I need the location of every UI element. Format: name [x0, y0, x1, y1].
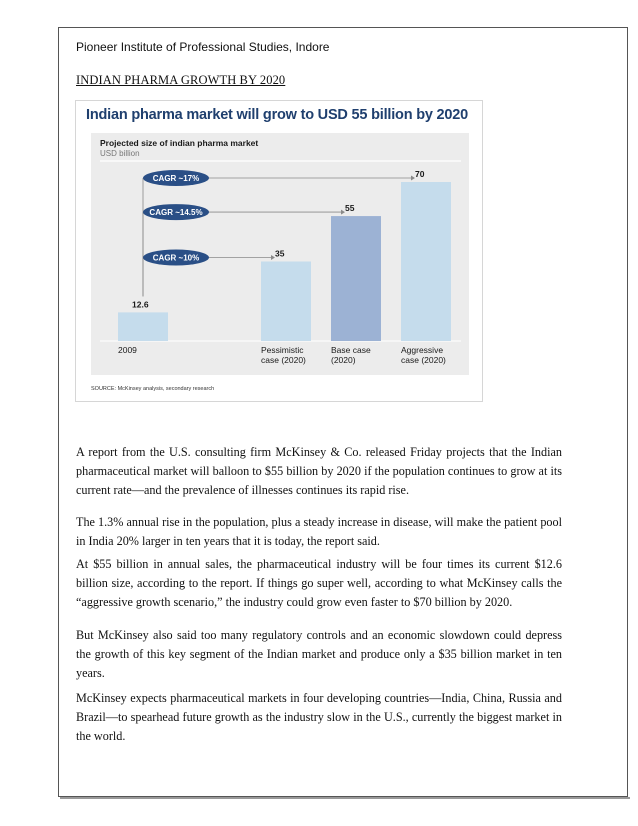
paragraph-1: A report from the U.S. consulting firm McKinsey & Co. released Friday projects that the Indian pharmaceutical market will balloon to $55 billion by 2020 if the population continues to grow at its current rate—and the prevalence of illnesses continues its rapid rise. — [76, 445, 562, 497]
cagr-label-2: CAGR ~10% — [152, 253, 200, 263]
chart-unit-label: USD billion — [100, 149, 140, 158]
chart-source: SOURCE: McKinsey analysis, secondary research — [91, 386, 215, 392]
bar-chart — [91, 133, 469, 375]
bar-value-label-2: 55 — [345, 203, 355, 214]
category-label-3-0: Aggressive — [401, 345, 444, 355]
category-label-1-0: Pessimistic — [261, 345, 304, 355]
paragraph-5: McKinsey expects pharmaceutical markets in four developing countries—India, China, Russia and Brazil—to spearhead future growth as the industry slow in the U.S., currently the biggest market in the world. — [76, 691, 562, 743]
chart-subtitle: Projected size of indian pharma market — [100, 138, 259, 148]
chart-title: Indian pharma market will grow to USD 55 billion by 2020 — [86, 107, 469, 123]
page-header: Pioneer Institute of Professional Studies, Indore — [76, 40, 330, 54]
category-label-2-0: Base case — [331, 345, 371, 355]
bar-0 — [118, 312, 168, 341]
paragraph-3: At $55 billion in annual sales, the pharmaceutical industry will be four times its current $12.6 billion size, according to the report. If things go super well, according to what McKinsey calls the “aggressive growth scenario,” the industry could grow even faster to $70 billion by 2020. — [76, 557, 562, 609]
chart-panel — [91, 133, 469, 375]
bar-value-label-3: 70 — [415, 169, 425, 179]
cagr-label-0: CAGR ~17% — [152, 174, 200, 183]
bar-3 — [401, 182, 451, 341]
paragraph-4: But McKinsey also said too many regulatory controls and an economic slowdown could depress the growth of this key segment of the Indian market and produce only a $35 billion market in ten years. — [76, 628, 562, 680]
category-label-1-1: case (2020) — [261, 355, 306, 365]
category-label-3-1: case (2020) — [401, 355, 446, 365]
bar-2 — [331, 216, 381, 341]
page-border-shadow — [60, 797, 630, 799]
cagr-label-1: CAGR ~14.5% — [149, 208, 203, 218]
paragraph-2: The 1.3% annual rise in the population, plus a steady increase in disease, will make the patient pool in India 20% larger in ten years that it is today, the report said. — [76, 515, 562, 548]
bar-1 — [261, 262, 311, 342]
bar-value-label-1: 35 — [275, 248, 285, 259]
category-label-0-0: 2009 — [118, 345, 137, 355]
section-title: INDIAN PHARMA GROWTH BY 2020 — [76, 73, 286, 87]
category-label-2-1: (2020) — [331, 355, 356, 365]
chart-figure — [75, 100, 483, 402]
bar-value-label-0: 12.6 — [132, 299, 149, 310]
